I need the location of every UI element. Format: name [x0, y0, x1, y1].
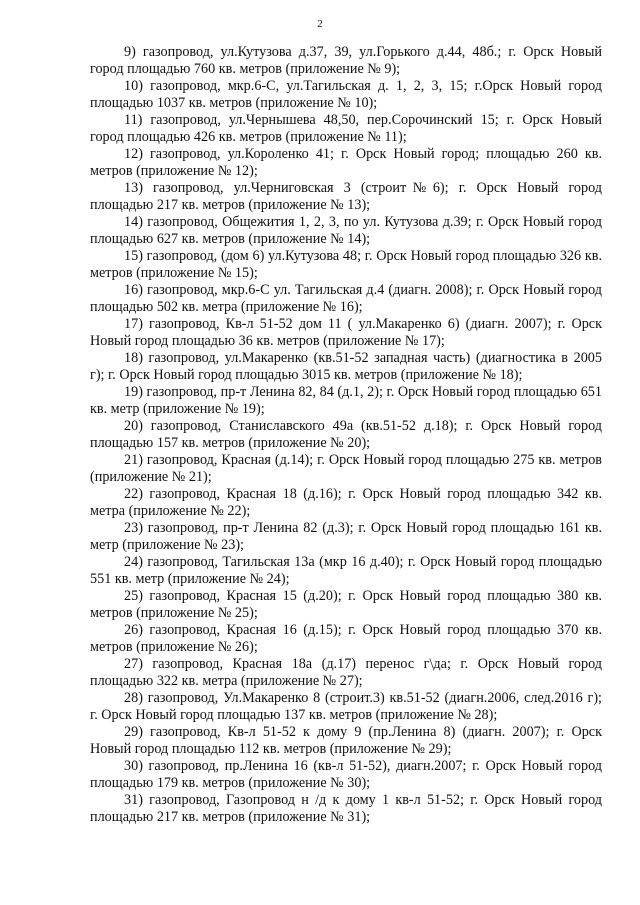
list-item: 29) газопровод, Кв-л 51-52 к дому 9 (пр.Ленина 8) (диагн. 2007); г. Орск Новый город площадью 112 кв. метров (приложение № 29);: [90, 724, 602, 757]
list-item: 11) газопровод, ул.Чернышева 48,50, пер.Сорочинский 15; г. Орск Новый город площадью 426 кв. метров (приложение № 11);: [90, 112, 602, 145]
list-item: 16) газопровод, мкр.6-С ул. Тагильская д.4 (диагн. 2008); г. Орск Новый город площадью 502 кв. метра (приложение № 16);: [90, 282, 602, 315]
list-item: 12) газопровод, ул.Короленко 41; г. Орск Новый город; площадью 260 кв. метров (приложение № 12);: [90, 146, 602, 179]
list-item: 25) газопровод, Красная 15 (д.20); г. Орск Новый город площадью 380 кв. метров (приложение № 25);: [90, 588, 602, 621]
list-item: 20) газопровод, Станиславского 49а (кв.51-52 д.18); г. Орск Новый город площадью 157 кв. метров (приложение № 20);: [90, 418, 602, 451]
gas-pipeline-list: [90, 44, 602, 826]
list-item: 26) газопровод, Красная 16 (д.15); г. Орск Новый город площадью 370 кв. метров (приложение № 26);: [90, 622, 602, 655]
list-item: 27) газопровод, Красная 18а (д.17) перенос г\да; г. Орск Новый город площадью 322 кв. метра (приложение № 27);: [90, 656, 602, 689]
page-number: 2: [317, 18, 323, 30]
list-item: 17) газопровод, Кв-л 51-52 дом 11 ( ул.Макаренко 6) (диагн. 2007); г. Орск Новый город площадью 36 кв. метров (приложение № 17);: [90, 316, 602, 349]
list-item: 21) газопровод, Красная (д.14); г. Орск Новый город площадью 275 кв. метров (приложение № 21);: [90, 452, 602, 485]
list-item: 24) газопровод, Тагильская 13а (мкр 16 д.40); г. Орск Новый город площадью 551 кв. метр (приложение № 24);: [90, 554, 602, 587]
list-item: 19) газопровод, пр-т Ленина 82, 84 (д.1, 2); г. Орск Новый город площадью 651 кв. метр (приложение № 19);: [90, 384, 602, 417]
list-item: 31) газопровод, Газопровод н /д к дому 1 кв-л 51-52; г. Орск Новый город площадью 217 кв. метров (приложение № 31);: [90, 792, 602, 825]
list-item: 13) газопровод, ул.Черниговская 3 (строит№6); г. Орск Новый город площадью 217 кв. метров (приложение № 13);: [90, 180, 602, 213]
list-item: 15) газопровод, (дом 6) ул.Кутузова 48; г. Орск Новый город площадью 326 кв. метров (приложение № 15);: [90, 248, 602, 281]
list-item: 14) газопровод, Общежития 1, 2, 3, по ул. Кутузова д.39; г. Орск Новый город площадью 627 кв. метров (приложение № 14);: [90, 214, 602, 247]
list-item: 10) газопровод, мкр.6-С, ул.Тагильская д. 1, 2, 3, 15; г.Орск Новый город площадью 1037 кв. метров (приложение № 10);: [90, 78, 602, 111]
list-item: 28) газопровод, Ул.Макаренко 8 (строит.3) кв.51-52 (диагн.2006, след.2016 г); г. Орск Новый город площадью 137 кв. метров (приложение № 28);: [90, 690, 602, 723]
list-item: 22) газопровод, Красная 18 (д.16); г. Орск Новый город площадью 342 кв. метра (приложение № 22);: [90, 486, 602, 519]
list-item: 9) газопровод, ул.Кутузова д.37, 39, ул.Горького д.44, 48б.; г. Орск Новый город площадью 760 кв. метров (приложение № 9);: [90, 44, 602, 77]
list-item: 23) газопровод, пр-т Ленина 82 (д.3); г. Орск Новый город площадью 161 кв. метр (приложение № 23);: [90, 520, 602, 553]
list-item: 18) газопровод, ул.Макаренко (кв.51-52 западная часть) (диагностика в 2005 г); г. Орск Новый город площадью 3015 кв. метров (приложение № 18);: [90, 350, 602, 383]
list-item: 30) газопровод, пр.Ленина 16 (кв-л 51-52), диагн.2007; г. Орск Новый город площадью 179 кв. метров (приложение № 30);: [90, 758, 602, 791]
